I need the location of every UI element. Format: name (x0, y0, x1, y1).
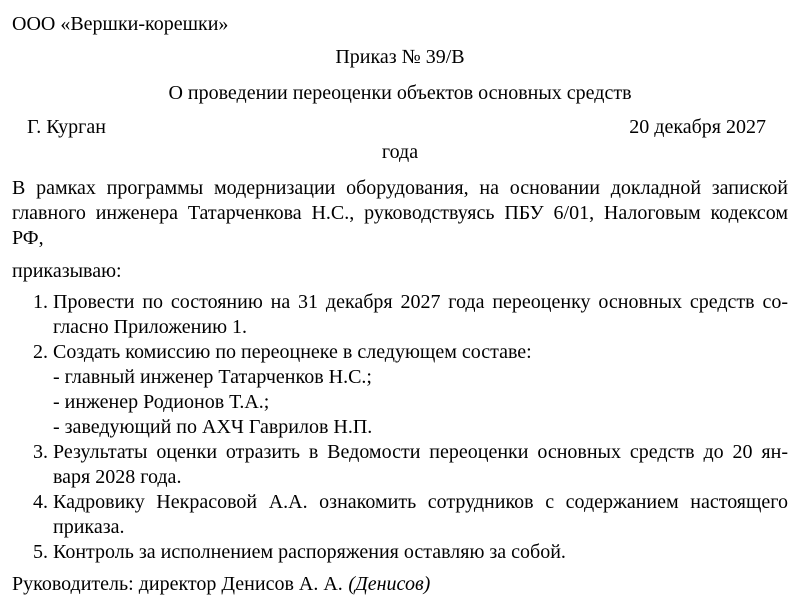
list-item-4-number: 4. (33, 491, 48, 513)
list-item-2-number: 2. (33, 341, 48, 363)
list-item-1-number: 1. (33, 291, 48, 313)
place-city: Г. Курган (27, 116, 106, 138)
signature-name: (Денисов) (348, 573, 431, 595)
list-item-4 (12, 490, 788, 540)
list-item-5 (12, 540, 788, 565)
preamble-line-2: главного инженера Татарченкова Н.С., руководствуясь ПБУ 6/01, Налоговым кодексом (12, 202, 788, 224)
list-item-2 (12, 340, 788, 440)
place-date-row (12, 115, 788, 140)
list-item-5-line-1: Контроль за исполнением распоряжения оставляю за собой. (53, 541, 566, 563)
list-item-2-subitem-3: - заведующий по АХЧ Гаврилов Н.П. (53, 416, 373, 438)
list-item-3-line-1: Результаты оценки отразить в Ведомости переоценки основных средств до 20 ян- (53, 441, 788, 463)
list-item-2-line-1: Создать комиссию по переоцнеке в следующем составе: (53, 341, 532, 363)
list-item-3 (12, 440, 788, 490)
list-item-3-number: 3. (33, 441, 48, 463)
list-item-1 (12, 290, 788, 340)
order-title: Приказ № 39/В (335, 46, 465, 68)
order-items-list (12, 290, 788, 565)
list-item-4-line-2: приказа. (53, 516, 125, 538)
preamble-paragraph (12, 176, 788, 251)
order-subject: О проведении переоценки объектов основных средств (168, 82, 632, 104)
list-item-1-line-1: Провести по состоянию на 31 декабря 2027 года переоценку основных средств со- (53, 291, 788, 313)
signature-line (12, 572, 788, 597)
list-item-3-line-2: варя 2028 года. (53, 466, 182, 488)
list-item-4-line-1: Кадровику Некрасовой А.А. ознакомить сотрудников с содержанием настоящего (53, 491, 788, 513)
list-item-5-number: 5. (33, 541, 48, 563)
order-date: 20 декабря 2027 (629, 116, 766, 138)
list-item-2-subitem-1: - главный инженер Татарченков Н.С.; (53, 366, 372, 388)
list-item-2-subitem-2: - инженер Родионов Т.А.; (53, 391, 270, 413)
list-item-1-line-2: гласно Приложению 1. (53, 316, 248, 338)
preamble-line-1: В рамках программы модернизации оборудования, на основании докладной запиской (12, 177, 788, 199)
signature-label: Руководитель: директор Денисов А. А. (12, 573, 343, 595)
company-name: ООО «Вершки-корешки» (12, 13, 229, 35)
preamble-line-3: РФ, (12, 227, 44, 249)
order-date-wrap: года (381, 141, 419, 163)
directive-word: приказываю: (12, 260, 122, 282)
